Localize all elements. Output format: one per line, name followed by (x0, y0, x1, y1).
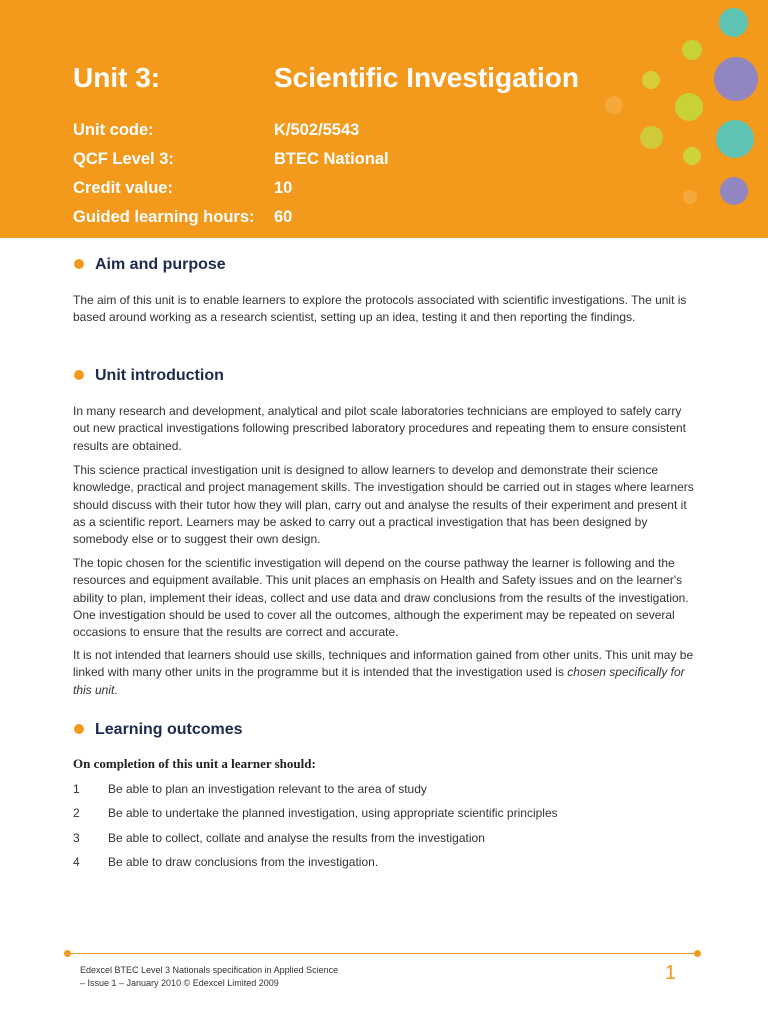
decorative-dot-icon (719, 8, 748, 37)
decorative-dot-icon (720, 177, 748, 205)
meta-value-qcf-level: BTEC National (274, 150, 389, 168)
meta-label-unit-code: Unit code: (73, 121, 154, 139)
decorative-dot-icon (675, 93, 703, 121)
meta-label-qcf-level: QCF Level 3: (73, 150, 174, 168)
meta-label-credit-value: Credit value: (73, 179, 173, 197)
meta-value-unit-code: K/502/5543 (274, 121, 360, 139)
aim-paragraph: The aim of this unit is to enable learners to explore the protocols associated with scientific investigations. The unit is based around working as a research scientist, setting up an idea, testing it and then reporting the findings. (73, 293, 687, 325)
unit-header (0, 0, 768, 238)
bullet-icon (74, 724, 84, 734)
meta-label-guided-hours: Guided learning hours: (73, 208, 255, 226)
learning-outcome-item: 2 Be able to undertake the planned investigation, using appropriate scientific principles (73, 806, 558, 820)
unit-number: Unit 3: (73, 62, 161, 93)
bullet-icon (74, 259, 84, 269)
footer-dot-icon (694, 950, 701, 957)
section-heading-aim: Aim and purpose (74, 256, 226, 274)
outcomes-intro: On completion of this unit a learner should: (73, 756, 316, 771)
decorative-dot-icon (714, 57, 758, 101)
learning-outcome-item: 4 Be able to draw conclusions from the investigation. (73, 855, 379, 869)
intro-paragraph-4: It is not intended that learners should use skills, techniques and information gained from other units. This unit may be linked with many other units in the programme but it is intended that the investigation used is chosen specifically for this unit. (73, 648, 694, 697)
page-number: 1 (664, 962, 676, 984)
intro-paragraph-1: In many research and development, analytical and pilot scale laboratories technicians are employed to safely carry out new practical investigations following prescribed laboratory procedures and repeating them to ensure consistent results are obtained. (73, 404, 687, 453)
section-heading-intro: Unit introduction (74, 367, 224, 385)
unit-name: Scientific Investigation (274, 62, 579, 93)
learning-outcome-item: 1 Be able to plan an investigation relevant to the area of study (73, 782, 427, 796)
footer-divider (66, 953, 698, 954)
decorative-dot-icon (683, 190, 697, 204)
section-heading-outcomes: Learning outcomes (74, 721, 243, 739)
learning-outcome-item: 3 Be able to collect, collate and analyse the results from the investigation (73, 831, 485, 845)
decorative-dot-icon (716, 120, 754, 158)
decorative-dot-icon (683, 147, 701, 165)
footer-citation: Edexcel BTEC Level 3 Nationals specification in Applied Science – Issue 1 – January 2010 © Edexcel Limited 2009 (80, 965, 339, 988)
decorative-dot-icon (640, 126, 663, 149)
decorative-dot-icon (642, 71, 660, 89)
meta-value-guided-hours: 60 (274, 208, 293, 226)
decorative-dot-icon (605, 96, 623, 114)
intro-paragraph-2: This science practical investigation unit is designed to allow learners to develop and demonstrate their science knowledge, practical and project management skills. The investigation should be carried out in stages where learners should discuss with their tutor how they will plan, carry out and analyse the results of their experiment and present it as a scientific report. Learners may be asked to carry out a practical investigation that has been designed by somebody else or to suggest their own design. (73, 463, 694, 547)
meta-value-credit-value: 10 (274, 179, 293, 197)
intro-paragraph-3: The topic chosen for the scientific investigation will depend on the course pathway the learner is following and the resources and equipment available. This unit places an emphasis on Health and Safety issues and on the learner's ability to plan, implement their ideas, collect and use data and draw conclusions from the results of the investigation. One investigation should be used to cover all the outcomes, although the experiment may be repeated on several occasions to ensure that the results are correct and accurate. (73, 556, 689, 640)
decorative-dot-icon (682, 40, 702, 60)
bullet-icon (74, 370, 84, 380)
